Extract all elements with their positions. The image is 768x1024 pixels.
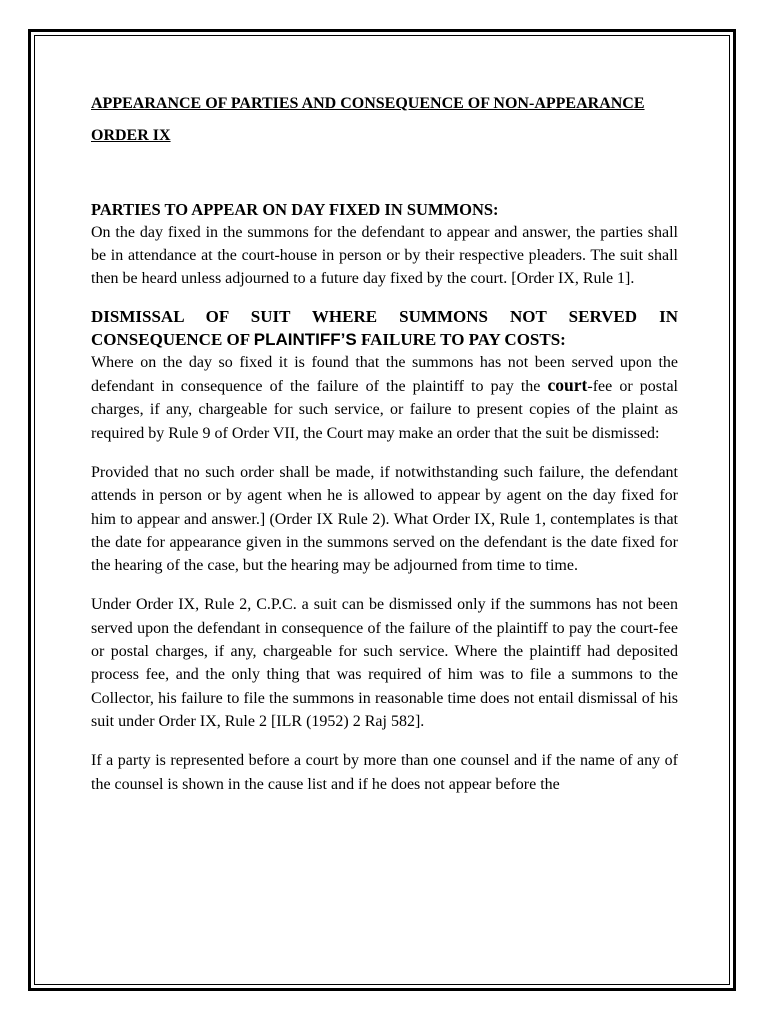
section-heading-dismissal (91, 305, 678, 351)
heading-text-part: FAILURE TO PAY COSTS: (356, 329, 566, 349)
paragraph-counsel: If a party is represented before a court by more than one counsel and if the name of any of the counsel is shown in the cause list and if he does not appear before the (91, 752, 678, 793)
paragraph-rule-2 (91, 351, 678, 445)
section-heading-parties: PARTIES TO APPEAR ON DAY FIXED IN SUMMONS: (91, 199, 499, 219)
heading-text-plaintiffs: PLAINTIFF’S (253, 329, 357, 349)
paragraph-rule-1: On the day fixed in the summons for the defendant to appear and answer, the parties shall be in attendance at the court-house in person or by their respective pleaders. The suit shall then be heard unless adjourned to a future day fixed by the court. [Order IX, Rule 1]. (91, 223, 678, 288)
order-heading: ORDER IX (91, 127, 171, 145)
paragraph-commentary: Under Order IX, Rule 2, C.P.C. a suit can be dismissed only if the summons has not been served upon the defendant in consequence of the failure of the plaintiff to pay the court-fee or postal charges, if any, chargeable for such service. Where the plaintiff had deposited process fee, and the only thing that was required of him was to file a summons to the Collector, his failure to file the summons in reasonable time does not entail dismissal of his suit under Order IX, Rule 2 [ILR (1952) 2 Raj 582]. (91, 596, 678, 730)
paragraph-proviso: Provided that no such order shall be made, if notwithstanding such failure, the defendant attends in person or by agent when he is allowed to appear by agent on the day fixed for him to appear and answer.] (Order IX Rule 2). What Order IX, Rule 1, contemplates is that the date for appearance given in the summons served on the defendant is the date fixed for the hearing of the case, but the hearing may be adjourned from time to time. (91, 463, 678, 575)
document-body (91, 92, 678, 796)
paragraph-text-part: Where on the day so fixed it is found that the summons has not been served upon the defendant in consequence of the failure of the plaintiff to pay the (91, 353, 678, 396)
paragraph-text-part: -fee or postal charges, if any, chargeable for such service, or failure to present copies of the plaint as required by Rule 9 of Order VII, the Court may make an order that the suit be dismissed: (91, 378, 678, 442)
paragraph-text-court: court (547, 375, 588, 396)
document-title: APPEARANCE OF PARTIES AND CONSEQUENCE OF NON-APPEARANCE (91, 95, 645, 112)
heading-text-part: DISMISSAL OF SUIT WHERE SUMMONS NOT SERVED IN CONSEQUENCE OF (91, 306, 678, 349)
